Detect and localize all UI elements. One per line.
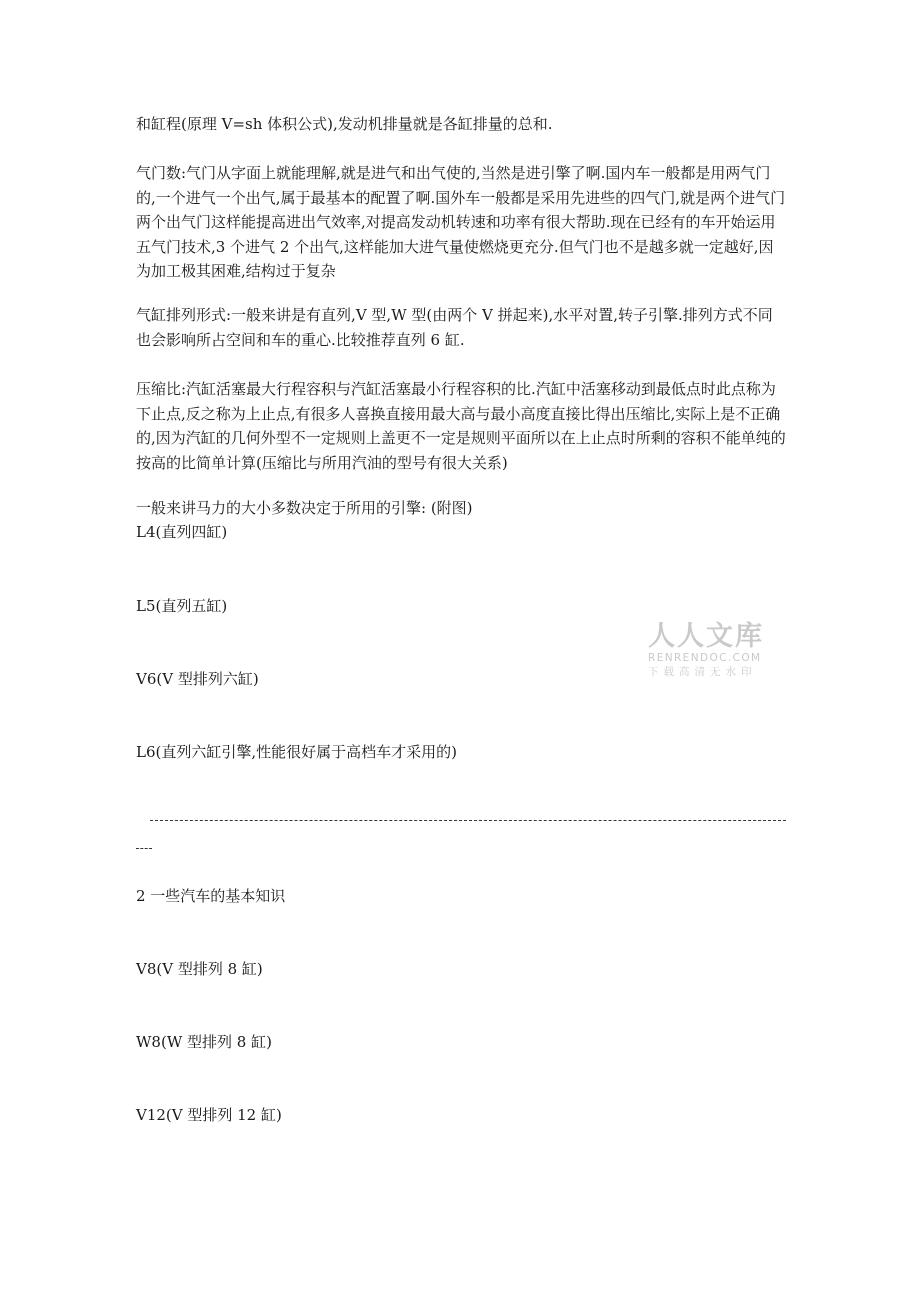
engine-v8-label: V8(V 型排列 8 缸) (136, 960, 263, 978)
paragraph-displacement: 和缸程(原理 V=sh 体积公式),发动机排量就是各缸排量的总和. (136, 115, 553, 133)
watermark-logo (648, 622, 772, 686)
watermark-title: 人人文库 (648, 621, 764, 652)
watermark-subtitle: 下载高清无水印 (648, 666, 757, 678)
divider-line (150, 820, 786, 821)
engine-l4-label: L4(直列四缸) (136, 523, 228, 541)
engine-l6-label: L6(直列六缸引擎,性能很好属于高档车才采用的) (136, 743, 457, 761)
paragraph-compression-ratio: 压缩比:汽缸活塞最大行程容积与汽缸活塞最小行程容积的比.汽缸中活塞移动到最低点时此点称为下止点,反之称为上止点,有很多人喜换直接用最大高与最小高度直接比得出压缩比,实际上是不正确的,因为汽缸的几何外型不一定规则上盖更不一定是规则平面所以在上止点时所剩的容积不能单纯的按高的比简单计算(压缩比与所用汽油的型号有很大关系) (136, 380, 786, 472)
paragraph-cylinder-layout: 气缸排列形式:一般来讲是有直列,V 型,W 型(由两个 V 拼起来),水平对置,转子引擎.排列方式不同也会影响所占空间和车的重心.比较推荐直列 6 缸. (136, 306, 773, 349)
engine-w8-label: W8(W 型排列 8 缸) (136, 1033, 272, 1051)
paragraph-valves: 气门数:气门从字面上就能理解,就是进气和出气使的,当然是进引擎了啊.国内车一般都是用两气门的,一个进气一个出气,属于最基本的配置了啊.国外车一般都是采用先进些的四气门,就是两个进气门两个出气门这样能提高进出气效率,对提高发动机转速和功率有很大帮助.现在已经有的车开始运用五气门技术,3 个进气 2 个出气,这样能加大进气量使燃烧更充分.但气门也不是越多就一定越好,因为加工极其困难,结构过于复杂 (136, 164, 786, 280)
dashed-divider (136, 810, 788, 858)
engine-v12-label: V12(V 型排列 12 缸) (136, 1106, 282, 1124)
divider-line-wrap (136, 848, 152, 849)
watermark-site: RENRENDOC.COM (648, 652, 762, 664)
section-heading: 2 一些汽车的基本知识 (136, 887, 286, 905)
engine-v6-label: V6(V 型排列六缸) (136, 670, 259, 688)
paragraph-horsepower-intro: 一般来讲马力的大小多数决定于所用的引擎: (附图) (136, 499, 473, 517)
engine-l5-label: L5(直列五缸) (136, 597, 228, 615)
